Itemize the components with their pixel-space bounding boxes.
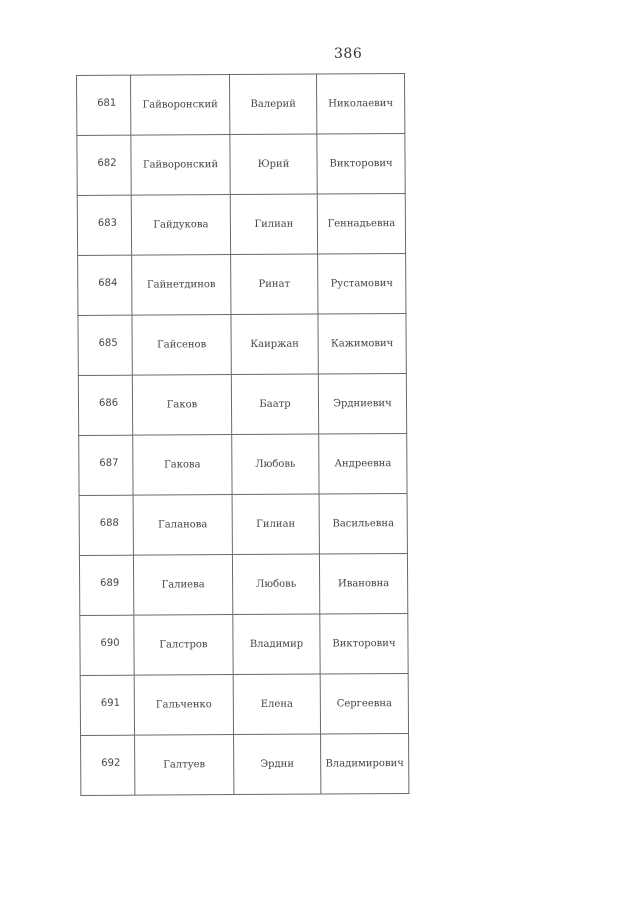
last-name-cell: Гайворонский: [131, 75, 230, 136]
table-row: [79, 493, 407, 555]
first-name-cell: Любовь: [232, 434, 319, 495]
last-name-cell: Гаков: [132, 375, 231, 436]
row-number-cell: 682: [77, 135, 131, 195]
last-name-cell: Гакова: [133, 435, 232, 496]
last-name-cell: Гайнетдинов: [132, 255, 231, 316]
patronymic-cell: Андреевна: [319, 433, 407, 494]
row-number-cell: 692: [81, 735, 135, 795]
first-name-cell: Эрдни: [234, 734, 321, 795]
last-name-cell: Гайсенов: [132, 315, 231, 376]
table-row: [77, 133, 405, 195]
roster-table: [76, 73, 409, 796]
table-row: [77, 73, 405, 135]
patronymic-cell: Кажимович: [318, 313, 406, 374]
row-number-cell: 688: [79, 495, 133, 555]
last-name-cell: Галтуев: [135, 735, 234, 796]
first-name-cell: Гилиан: [230, 194, 317, 255]
table-row: [79, 433, 407, 495]
last-name-cell: Гальченко: [134, 675, 233, 736]
first-name-cell: Елена: [233, 674, 320, 735]
table-row: [80, 673, 408, 735]
first-name-cell: Владимир: [233, 614, 320, 675]
patronymic-cell: Ивановна: [319, 553, 407, 614]
roster-table-body: [77, 73, 409, 795]
table-row: [78, 253, 406, 315]
row-number-cell: 683: [77, 195, 131, 255]
row-number-cell: 687: [79, 435, 133, 495]
last-name-cell: Гайворонский: [131, 135, 230, 196]
patronymic-cell: Рустамович: [318, 253, 406, 314]
table-row: [81, 733, 409, 795]
table-row: [79, 553, 407, 615]
last-name-cell: Галстров: [134, 615, 233, 676]
table-row: [78, 313, 406, 375]
patronymic-cell: Викторович: [320, 613, 408, 674]
row-number-cell: 681: [77, 75, 131, 135]
row-number-cell: 686: [78, 375, 132, 435]
first-name-cell: Любовь: [232, 554, 319, 615]
table-row: [78, 373, 406, 435]
last-name-cell: Гайдукова: [131, 195, 230, 256]
patronymic-cell: Васильевна: [319, 493, 407, 554]
table-row: [77, 193, 405, 255]
table-row: [80, 613, 408, 675]
patronymic-cell: Владимирович: [321, 733, 409, 794]
page-number: 386: [334, 46, 363, 62]
patronymic-cell: Эрдниевич: [318, 373, 406, 434]
row-number-cell: 685: [78, 315, 132, 375]
row-number-cell: 684: [78, 255, 132, 315]
first-name-cell: Ринат: [231, 254, 318, 315]
first-name-cell: Гилиан: [232, 494, 319, 555]
first-name-cell: Юрий: [230, 134, 317, 195]
row-number-cell: 689: [79, 555, 133, 615]
row-number-cell: 690: [80, 615, 134, 675]
first-name-cell: Баатр: [231, 374, 318, 435]
patronymic-cell: Геннадьевна: [317, 193, 405, 254]
patronymic-cell: Николаевич: [316, 73, 404, 134]
patronymic-cell: Сергеевна: [320, 673, 408, 734]
patronymic-cell: Викторович: [317, 133, 405, 194]
last-name-cell: Галиева: [133, 555, 232, 616]
first-name-cell: Каиржан: [231, 314, 318, 375]
first-name-cell: Валерий: [230, 74, 317, 135]
row-number-cell: 691: [80, 675, 134, 735]
last-name-cell: Галанова: [133, 495, 232, 556]
